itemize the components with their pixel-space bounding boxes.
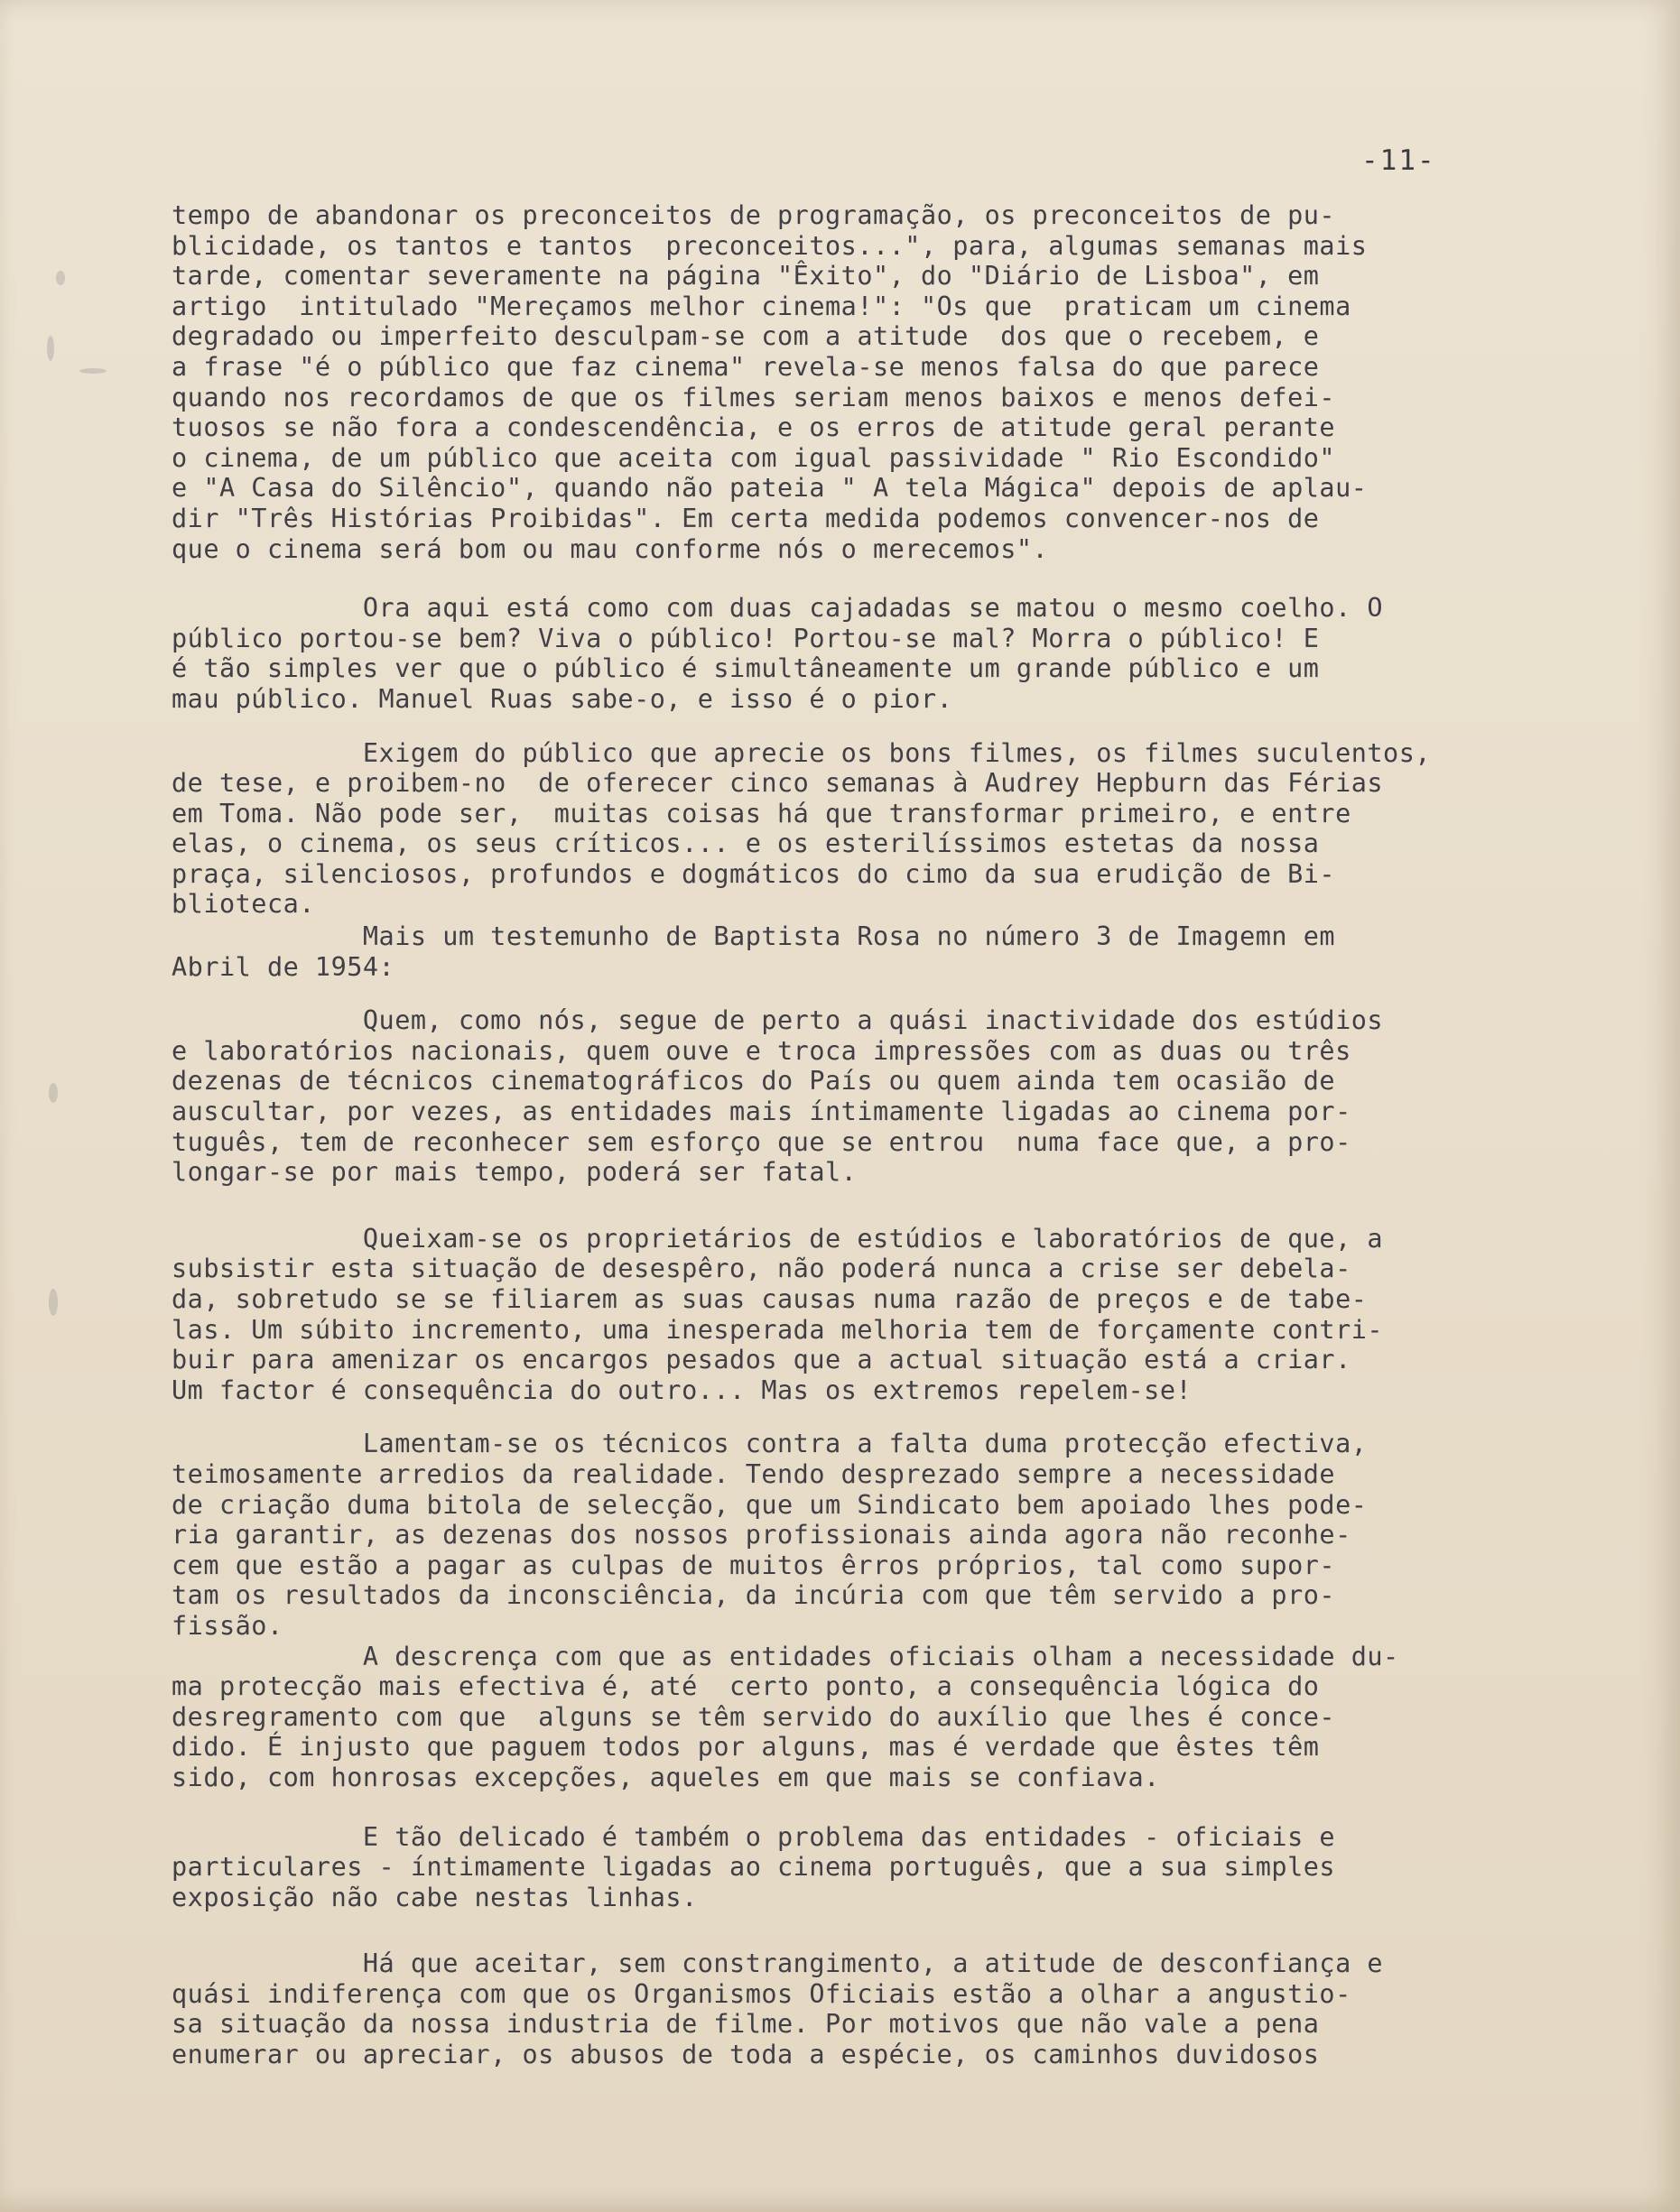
text-line: artigo intitulado "Mereçamos melhor cinema!": "Os que praticam um cinema: [172, 291, 1351, 321]
text-line: elas, o cinema, os seus críticos... e os esterilíssimos estetas da nossa: [172, 828, 1320, 859]
text-line: de criação duma bitola de selecção, que um Sindicato bem apoiado lhes pode-: [172, 1489, 1368, 1520]
paragraph-3: [172, 738, 1544, 921]
text-line: degradado ou imperfeito desculpam-se com a atitude dos que o recebem, e: [172, 321, 1320, 352]
text-line: Exigem do público que aprecie os bons filmes, os filmes suculentos,: [172, 737, 1432, 768]
paper-blemish: [47, 336, 54, 361]
paragraph-7: [172, 1429, 1544, 1641]
text-line: A descrença com que as entidades oficiais olham a necessidade du-: [172, 1641, 1399, 1671]
paragraph-8: [172, 1642, 1544, 1793]
text-line: e "A Casa do Silêncio", quando não pateia " A tela Mágica" depois de aplau-: [172, 473, 1368, 504]
text-line: enumerar ou apreciar, os abusos de toda a espécie, os caminhos duvidosos: [172, 2040, 1320, 2070]
text-line: Abril de 1954:: [172, 951, 395, 982]
text-line: ma protecção mais efectiva é, até certo ponto, a consequência lógica do: [172, 1671, 1320, 1702]
paper-blemish: [49, 1289, 58, 1316]
text-line: é tão simples ver que o público é simultâneamente um grande público e um: [172, 653, 1320, 684]
paper-blemish: [49, 1083, 58, 1103]
text-line: e laboratórios nacionais, quem ouve e troca impressões com as duas ou três: [172, 1035, 1351, 1066]
text-line: praça, silenciosos, profundos e dogmáticos do cimo da sua erudição de Bi-: [172, 858, 1336, 889]
text-line: da, sobretudo se se filiarem as suas causas numa razão de preços e de tabe-: [172, 1284, 1368, 1314]
paragraph-9: [172, 1822, 1544, 1913]
text-line: o cinema, de um público que aceita com igual passividade " Rio Escondido": [172, 442, 1336, 473]
paragraph-1: [172, 200, 1544, 564]
text-line: desregramento com que alguns se têm servido do auxílio que lhes é conce-: [172, 1701, 1336, 1732]
text-line: em Toma. Não pode ser, muitas coisas há que transformar primeiro, e entre: [172, 798, 1351, 828]
text-line: tam os resultados da inconsciência, da incúria com que têm servido a pro-: [172, 1580, 1336, 1611]
text-line: a frase "é o público que faz cinema" revela-se menos falsa do que parece: [172, 351, 1320, 382]
text-line: las. Um súbito incremento, uma inesperada melhoria tem de forçamente contri-: [172, 1314, 1384, 1345]
text-line: Quem, como nós, segue de perto a quási inactividade dos estúdios: [172, 1005, 1384, 1036]
text-line: blioteca.: [172, 889, 315, 920]
text-line: tarde, comentar severamente na página "Êxito", do "Diário de Lisboa", em: [172, 261, 1320, 292]
text-line: mau público. Manuel Ruas sabe-o, e isso é o pior.: [172, 683, 953, 714]
text-line: de tese, e proibem-no de oferecer cinco semanas à Audrey Hepburn das Férias: [172, 768, 1384, 799]
paragraph-6: [172, 1224, 1544, 1406]
text-line: E tão delicado é também o problema das entidades - oficiais e: [172, 1821, 1336, 1852]
text-line: Lamentam-se os técnicos contra a falta duma protecção efectiva,: [172, 1429, 1368, 1459]
text-line: subsistir esta situação de desespêro, não poderá nunca a crise ser debela-: [172, 1254, 1351, 1284]
page-number: -11-: [1361, 144, 1436, 177]
paper-blemish: [56, 271, 65, 285]
text-line: público portou-se bem? Viva o público! Portou-se mal? Morra o público! E: [172, 623, 1320, 653]
paper-blemish: [79, 368, 107, 374]
text-line: tuguês, tem de reconhecer sem esforço que se entrou numa face que, a pro-: [172, 1126, 1351, 1157]
text-line: fissão.: [172, 1610, 283, 1641]
text-line: dir "Três Histórias Proibidas". Em certa medida podemos convencer-nos de: [172, 503, 1320, 533]
body-text: [172, 200, 1544, 2070]
paragraph-4: [172, 921, 1544, 982]
text-line: quási indiferença com que os Organismos Oficiais estão a olhar a angustio-: [172, 1978, 1351, 2009]
text-line: sido, com honrosas excepções, aqueles em que mais se confiava.: [172, 1762, 1160, 1792]
text-line: dezenas de técnicos cinematográficos do País ou quem ainda tem ocasião de: [172, 1066, 1336, 1097]
text-line: sa situação da nossa industria de filme. Por motivos que não vale a pena: [172, 2009, 1320, 2040]
text-line: Ora aqui está como com duas cajadadas se matou o mesmo coelho. O: [172, 593, 1384, 624]
text-line: Um factor é consequência do outro... Mas os extremos repelem-se!: [172, 1374, 1193, 1405]
text-line: Queixam-se os proprietários de estúdios e laboratórios de que, a: [172, 1223, 1384, 1254]
text-line: ria garantir, as dezenas dos nossos profissionais ainda agora não reconhe-: [172, 1520, 1351, 1550]
text-line: auscultar, por vezes, as entidades mais íntimamente ligadas ao cinema por-: [172, 1097, 1351, 1127]
text-line: Há que aceitar, sem constrangimento, a atitude de desconfiança e: [172, 1948, 1384, 1979]
text-line: buir para amenizar os encargos pesados que a actual situação está a criar.: [172, 1345, 1351, 1375]
paragraph-10: [172, 1948, 1544, 2069]
text-line: Mais um testemunho de Baptista Rosa no número 3 de Imagemn em: [172, 921, 1336, 952]
paragraph-2: [172, 593, 1544, 714]
text-line: tempo de abandonar os preconceitos de programação, os preconceitos de pu-: [172, 200, 1336, 230]
text-line: longar-se por mais tempo, poderá ser fatal.: [172, 1157, 858, 1188]
text-line: dido. É injusto que paguem todos por alguns, mas é verdade que êstes têm: [172, 1732, 1320, 1763]
text-line: quando nos recordamos de que os filmes seriam menos baixos e menos defei-: [172, 382, 1336, 412]
paragraph-5: [172, 1005, 1544, 1188]
text-line: teimosamente arredios da realidade. Tendo desprezado sempre a necessidade: [172, 1458, 1336, 1489]
text-line: exposição não cabe nestas linhas.: [172, 1882, 698, 1912]
text-line: tuosos se não fora a condescendência, e os erros de atitude geral perante: [172, 412, 1336, 443]
text-line: blicidade, os tantos e tantos preconceitos...", para, algumas semanas mais: [172, 230, 1368, 261]
text-line: que o cinema será bom ou mau conforme nós o merecemos".: [172, 533, 1049, 564]
text-line: particulares - íntimamente ligadas ao cinema português, que a sua simples: [172, 1852, 1336, 1883]
text-line: cem que estão a pagar as culpas de muitos êrros próprios, tal como supor-: [172, 1550, 1336, 1580]
